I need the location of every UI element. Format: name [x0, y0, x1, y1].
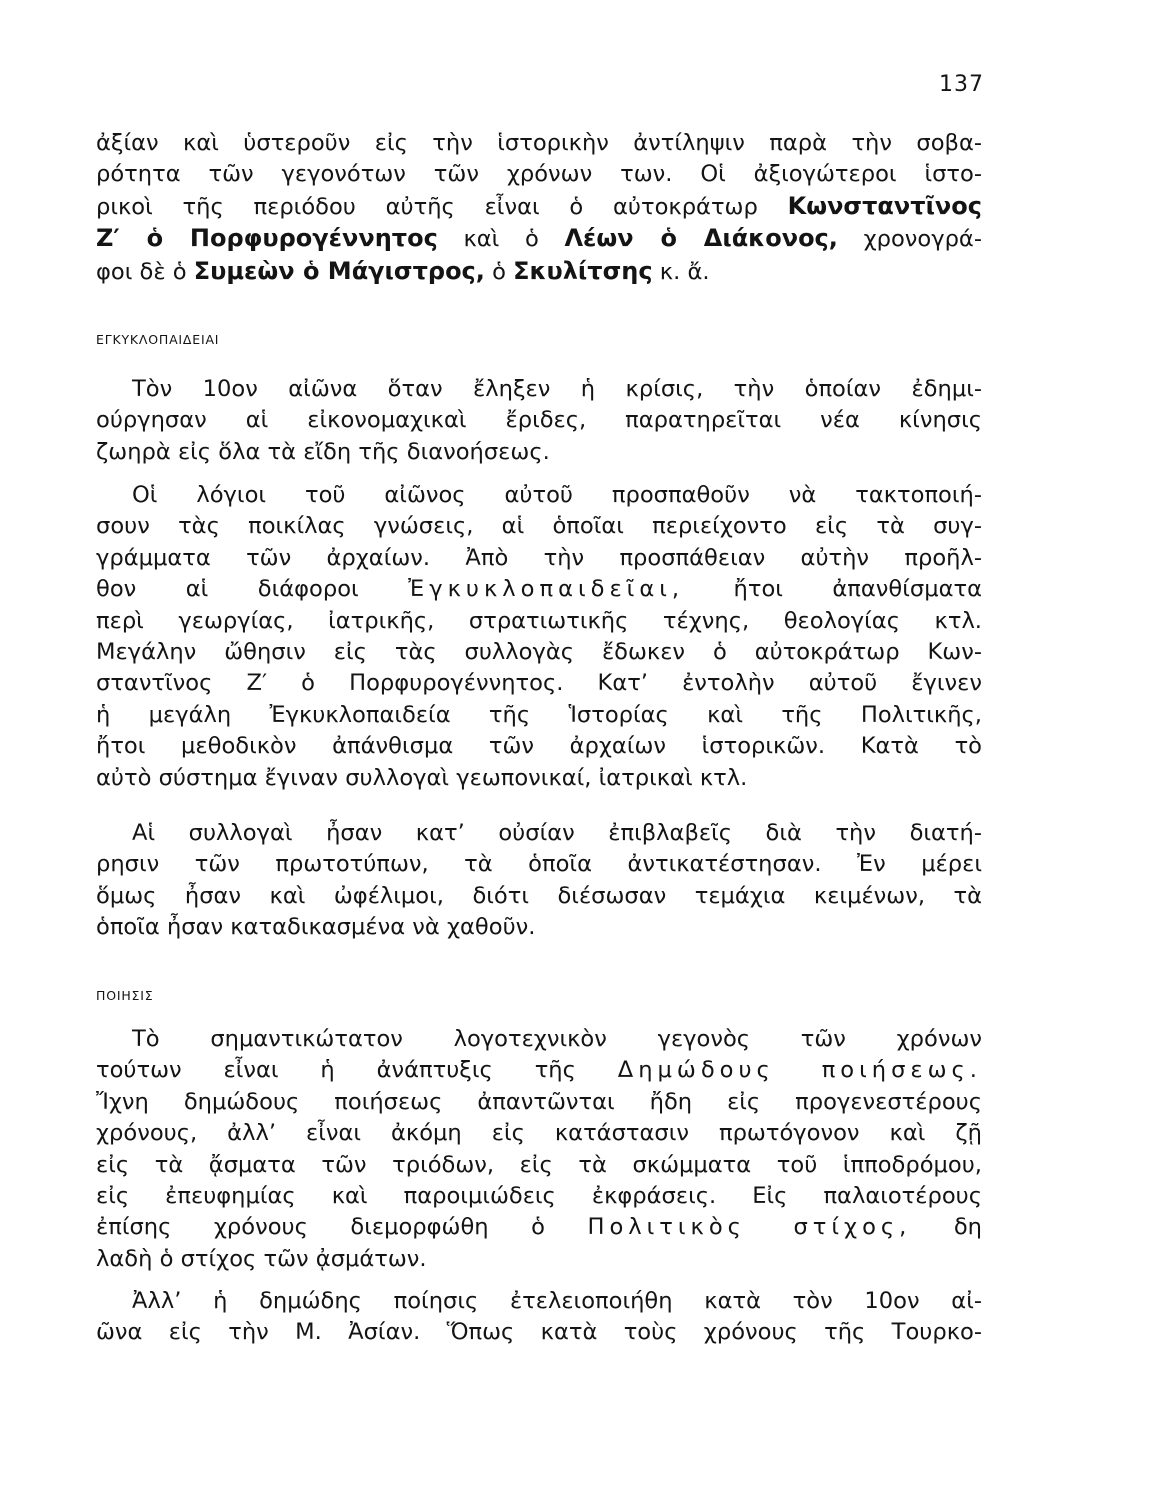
- text-line: ζωηρὰ εἰς ὅλα τὰ εἴδη τῆς διανοήσεως.: [96, 438, 550, 465]
- text-line: ἤτοι μεθοδικὸν ἀπάνθισμα τῶν ἀρχαίων ἱστορικῶν. Κατὰ τὸ: [96, 733, 982, 760]
- text-run: καὶ ὁ: [437, 226, 565, 253]
- text-run: ἤτοι ἀπανθίσματα: [684, 576, 982, 603]
- poetry-paragraph-2: [96, 1286, 982, 1349]
- bold-name: Ζ′ ὁ Πορφυρογέννητος: [96, 224, 438, 253]
- text-line: ρότητα τῶν γεγονότων τῶν χρόνων των. Οἱ ἀξιογώτεροι ἱστο-: [96, 161, 982, 188]
- section-heading-encyclopedias: ΕΓΚΥΚΛΟΠΑΙΔΕΙΑΙ: [96, 332, 220, 347]
- text-line: [96, 574, 982, 605]
- text-line: ούργησαν αἱ εἰκονομαχικαὶ ἔριδες, παρατηρεῖται νέα κίνησις: [96, 407, 982, 434]
- text-line: γράμματα τῶν ἀρχαίων. Ἀπὸ τὴν προσπάθειαν αὐτὴν προῆλ-: [96, 544, 982, 571]
- spaced-term: Πολιτικὸς στίχος,: [587, 1214, 912, 1241]
- bold-name: Λέων ὁ Διάκονος,: [564, 224, 838, 253]
- intro-paragraph: [96, 128, 982, 288]
- text-line: Ἴχνη δημώδους ποιήσεως ἀπαντῶνται ἤδη εἰς προγενεστέρους: [96, 1088, 982, 1115]
- text-line: ὅμως ἦσαν καὶ ὠφέλιμοι, διότι διέσωσαν τεμάχια κειμένων, τὰ: [96, 882, 982, 909]
- text-line: περὶ γεωργίας, ἰατρικῆς, στρατιωτικῆς τέχνης, θεολογίας κτλ.: [96, 607, 982, 634]
- text-line: Αἱ συλλογαὶ ἦσαν κατ’ οὐσίαν ἐπιβλαβεῖς διὰ τὴν διατή-: [132, 820, 982, 846]
- text-line: εἰς τὰ ᾄσματα τῶν τριόδων, εἰς τὰ σκώμματα τοῦ ἱπποδρόμου,: [96, 1151, 982, 1178]
- spaced-term: Ἐγκυκλοπαιδεῖαι,: [408, 576, 685, 603]
- text-line: σουν τὰς ποικίλας γνώσεις, αἱ ὁποῖαι περιείχοντο εἰς τὰ συγ-: [96, 513, 982, 540]
- bold-name: Κωνσταντῖνος: [787, 191, 982, 220]
- text-line: Ἀλλ’ ἡ δημώδης ποίησις ἐτελειοποιήθη κατὰ τὸν 10ον αἰ-: [132, 1288, 982, 1314]
- bold-name: Συμεὼν ὁ Μάγιστρος,: [193, 256, 485, 285]
- text-line: ὁποῖα ἦσαν καταδικασμένα νὰ χαθοῦν.: [96, 914, 536, 941]
- encyclopedias-paragraph-3: [96, 818, 982, 944]
- encyclopedias-paragraph-1: [96, 374, 982, 468]
- text-line: χρόνους, ἀλλ’ εἶναι ἀκόμη εἰς κατάστασιν πρωτόγονον καὶ ζῇ: [96, 1120, 982, 1147]
- section-heading-poetry: ΠΟΙΗΣΙΣ: [96, 988, 154, 1003]
- text-line: Οἱ λόγιοι τοῦ αἰῶνος αὐτοῦ προσπαθοῦν νὰ τακτοποιή-: [132, 482, 982, 508]
- text-line: [96, 223, 982, 255]
- text-line: Τὸν 10ον αἰῶνα ὅταν ἔληξεν ἡ κρίσις, τὴν ὁποίαν ἐδημι-: [132, 376, 982, 402]
- text-line: ἡ μεγάλη Ἐγκυκλοπαιδεία τῆς Ἱστορίας καὶ τῆς Πολιτικῆς,: [96, 701, 982, 728]
- bold-name: Σκυλίτσης: [513, 256, 653, 285]
- page-number: 137: [939, 72, 984, 97]
- text-run: δη: [911, 1214, 982, 1241]
- text-line: λαδὴ ὁ στίχος τῶν ᾀσμάτων.: [96, 1245, 427, 1272]
- spaced-term: Δημώδους ποιήσεως.: [617, 1057, 982, 1084]
- poetry-paragraph-1: [96, 1024, 982, 1275]
- text-line: Μεγάλην ὤθησιν εἰς τὰς συλλογὰς ἔδωκεν ὁ αὐτοκράτωρ Κων-: [96, 639, 982, 666]
- text-run: ἐπίσης χρόνους διεμορφώθη ὁ: [96, 1214, 588, 1241]
- text-line: [96, 191, 982, 223]
- text-line: [96, 1055, 982, 1086]
- text-line: ἀξίαν καὶ ὑστεροῦν εἰς τὴν ἱστορικὴν ἀντίληψιν παρὰ τὴν σοβα-: [96, 130, 982, 156]
- text-line: Τὸ σημαντικώτατον λογοτεχνικὸν γεγονὸς τῶν χρόνων: [132, 1026, 982, 1052]
- text-run: θον αἱ διάφοροι: [96, 576, 409, 603]
- text-line: εἰς ἐπευφημίας καὶ παροιμιώδεις ἐκφράσεις. Εἰς παλαιοτέρους: [96, 1183, 982, 1210]
- text-line: [96, 1212, 982, 1243]
- text-line: [96, 256, 982, 288]
- text-run: φοι δὲ ὁ: [96, 258, 194, 285]
- text-run: χρονογρά-: [837, 226, 982, 253]
- encyclopedias-paragraph-2: [96, 480, 982, 794]
- text-line: αὐτὸ σύστημα ἔγιναν συλλογαὶ γεωπονικαί, ἰατρικαὶ κτλ.: [96, 764, 748, 791]
- text-run: τούτων εἶναι ἡ ἀνάπτυξις τῆς: [96, 1057, 618, 1084]
- text-run: κ. ἄ.: [652, 258, 710, 285]
- text-line: ρησιν τῶν πρωτοτύπων, τὰ ὁποῖα ἀντικατέστησαν. Ἐν μέρει: [96, 851, 982, 878]
- text-line: σταντῖνος Ζ′ ὁ Πορφυρογέννητος. Κατ’ ἐντολὴν αὐτοῦ ἔγινεν: [96, 670, 982, 697]
- text-run: ρικοὶ τῆς περιόδου αὐτῆς εἶναι ὁ αὐτοκράτωρ: [96, 193, 788, 220]
- text-run: ὁ: [484, 258, 514, 285]
- text-line: ῶνα εἰς τὴν Μ. Ἀσίαν. Ὅπως κατὰ τοὺς χρόνους τῆς Τουρκο-: [96, 1319, 982, 1346]
